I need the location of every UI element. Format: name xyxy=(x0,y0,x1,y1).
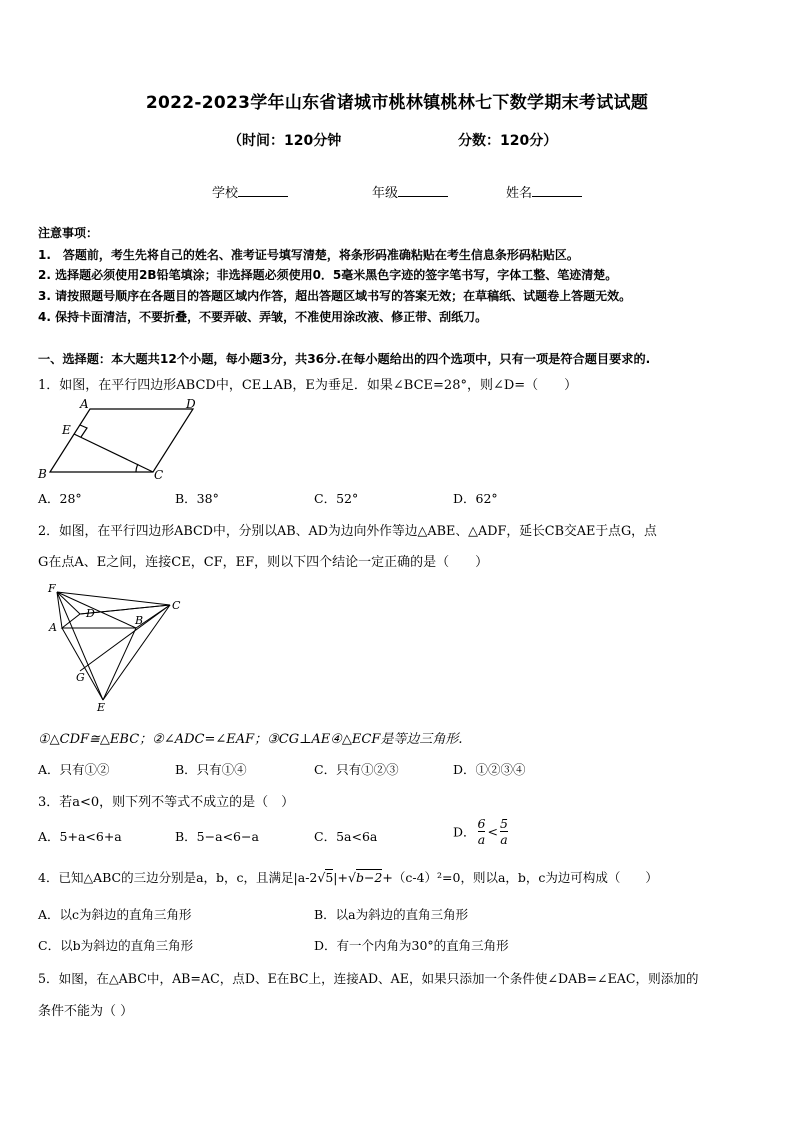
school-blank xyxy=(238,184,288,197)
q2-option-c[interactable]: C．只有①②③ xyxy=(314,762,399,777)
q3-option-b[interactable]: B．5−a<6−a xyxy=(175,829,259,844)
q2-option-a[interactable]: A．只有①② xyxy=(38,762,110,777)
q1-option-b[interactable]: B．38° xyxy=(175,491,219,506)
grade-field xyxy=(372,182,448,201)
label-D: D xyxy=(186,397,196,411)
name-label: 姓名 xyxy=(506,186,533,201)
grade-blank xyxy=(398,184,448,197)
q1-parallelogram-figure xyxy=(30,396,205,482)
label-E: E xyxy=(97,701,106,714)
label-C: C xyxy=(172,599,181,612)
q3-option-a[interactable]: A．5+a<6+a xyxy=(38,829,122,844)
sqrt-symbol: √ xyxy=(347,870,356,885)
note-item: 2. 选择题必须使用2B铅笔填涂；非选择题必须使用0．5毫米黑色字迹的签字笔书写，字体工整、笔迹清楚。 xyxy=(38,268,618,282)
label-C: C xyxy=(154,468,164,482)
name-field xyxy=(506,182,582,201)
q3-option-c[interactable]: C．5a<6a xyxy=(314,829,378,844)
label-B: B xyxy=(135,614,144,627)
name-blank xyxy=(532,184,582,197)
fraction: $\frac{6}{a}$ xyxy=(477,816,486,847)
exam-score: 分数：120分） xyxy=(458,133,558,149)
question-4-stem: 4．已知△ABC的三边分别是a，b，c，且满足|a-2√5|+√b−2+（c-4）²=0，则以a，b，c为边可构成（ ） xyxy=(38,870,658,885)
sqrt-symbol: √ xyxy=(317,870,326,885)
q1-option-c[interactable]: C．52° xyxy=(314,491,359,506)
q2-option-d[interactable]: D．①②③④ xyxy=(453,762,526,777)
q4-option-b[interactable]: B．以a为斜边的直角三角形 xyxy=(314,907,469,922)
label-G: G xyxy=(76,671,85,684)
grade-label: 年级 xyxy=(372,186,399,201)
question-2-stem-line1: 2．如图，在平行四边形ABCD中，分别以AB、AD为边向外作等边△ABE、△ADF，延长CB交AE于点G，点 xyxy=(38,524,657,539)
label-F: F xyxy=(48,582,56,595)
question-2-stem-line2: G在点A、E之间，连接CE，CF，EF，则以下四个结论一定正确的是（ ） xyxy=(38,555,489,570)
question-5-stem-line2: 条件不能为（ ） xyxy=(38,1004,134,1019)
notes-heading: 注意事项： xyxy=(38,226,99,240)
label-A: A xyxy=(80,397,89,411)
q4-option-d[interactable]: D．有一个内角为30°的直角三角形 xyxy=(314,938,509,953)
q4-option-c[interactable]: C．以b为斜边的直角三角形 xyxy=(38,938,194,953)
q2-option-b[interactable]: B．只有①④ xyxy=(175,762,247,777)
fraction: $\frac{5}{a}$ xyxy=(499,816,508,847)
q2-geometry-figure xyxy=(40,580,190,715)
q1-option-d[interactable]: D．62° xyxy=(453,491,498,506)
page-title: 2022-2023学年山东省诸城市桃林镇桃林七下数学期末考试试题 xyxy=(145,93,649,113)
label-B: B xyxy=(38,467,47,481)
exam-time: （时间：120分钟 xyxy=(228,133,342,149)
label-D: D xyxy=(86,607,95,620)
note-item: 3. 请按照题号顺序在各题目的答题区域内作答，超出答题区域书写的答案无效；在草稿纸、试题卷上答题无效。 xyxy=(38,289,632,303)
q1-option-a[interactable]: A．28° xyxy=(38,491,82,506)
note-item: 4. 保持卡面清洁，不要折叠，不要弄破、弄皱，不准使用涂改液、修正带、刮纸刀。 xyxy=(38,310,488,324)
school-label: 学校 xyxy=(212,186,239,201)
question-3-stem: 3．若a<0，则下列不等式不成立的是（ ） xyxy=(38,795,295,810)
label-E: E xyxy=(62,423,71,437)
school-field xyxy=(212,182,288,201)
note-item: 1. 答题前，考生先将自己的姓名、准考证号填写清楚，将条形码准确粘贴在考生信息条形码粘贴区。 xyxy=(38,248,579,262)
question-1-stem: 1．如图，在平行四边形ABCD中，CE⊥AB，E为垂足．如果∠BCE=28°，则∠D=（ ） xyxy=(38,378,578,393)
q3-option-d[interactable]: D． $\frac{6}{a}$ < $\frac{5}{a}$ xyxy=(453,816,508,847)
question-5-stem-line1: 5．如图，在△ABC中，AB=AC，点D、E在BC上，连接AD、AE，如果只添加一个条件使∠DAB=∠EAC，则添加的 xyxy=(38,971,699,986)
q2-conclusions: ①△CDF≅△EBC；②∠ADC=∠EAF；③CG⊥AE④△ECF是等边三角形. xyxy=(38,732,463,747)
q4-option-a[interactable]: A．以c为斜边的直角三角形 xyxy=(38,907,192,922)
section-heading: 一、选择题：本大题共12个小题，每小题3分，共36分.在每小题给出的四个选项中，只有一项是符合题目要求的. xyxy=(38,352,651,366)
label-A: A xyxy=(49,621,57,634)
